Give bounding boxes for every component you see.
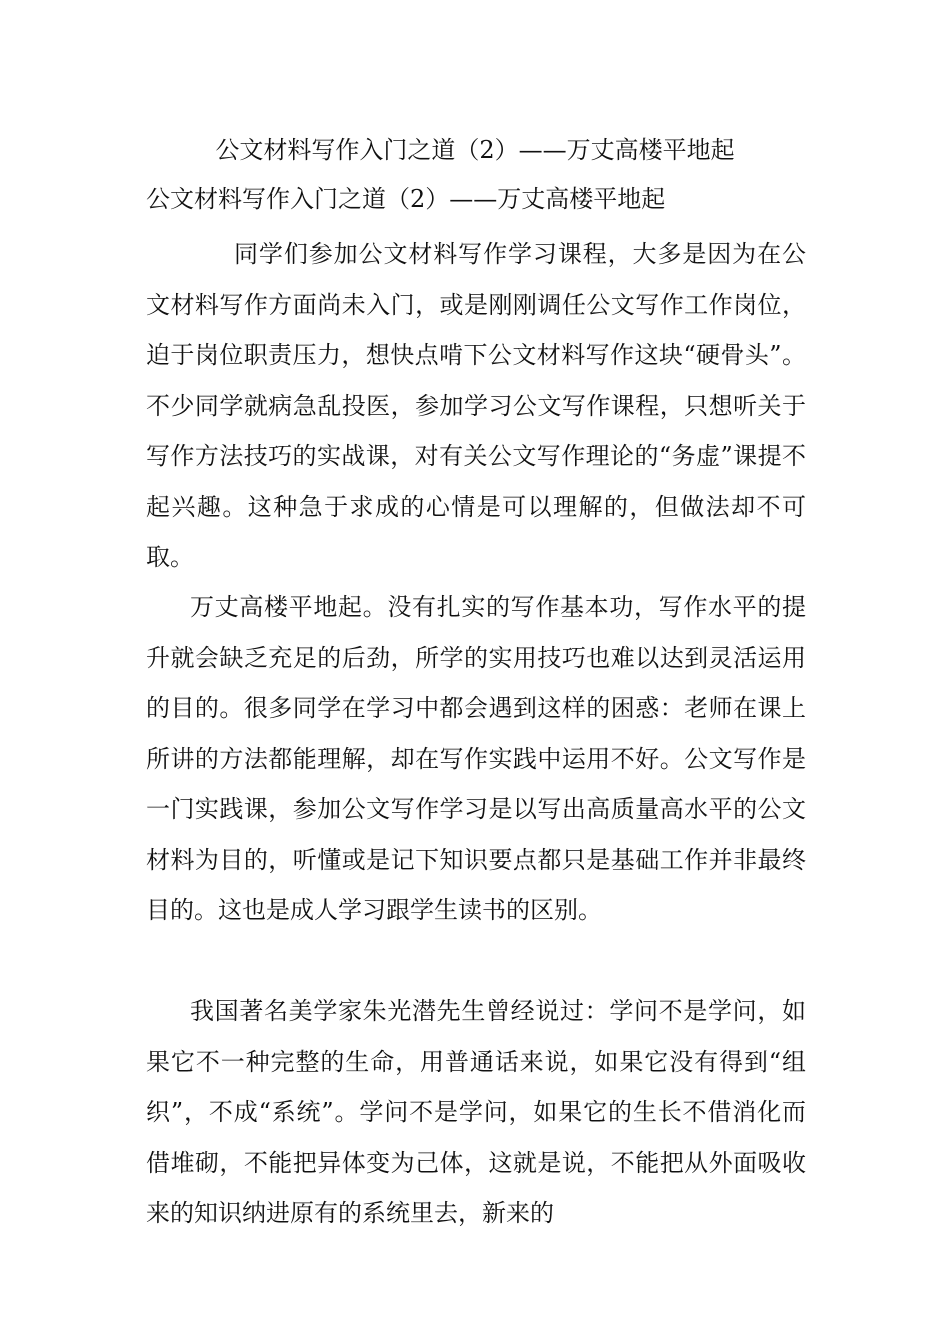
paragraph-2: 万丈高楼平地起。没有扎实的写作基本功，写作水平的提升就会缺乏充足的后劲，所学的实用技巧也难以达到灵活运用的目的。很多同学在学习中都会遇到这样的困惑：老师在课上所讲的方法都能理解，却在写作实践中运用不好。公文写作是一门实践课，参加公文写作学习是以写出高质量高水平的公文材料为目的，听懂或是记下知识要点都只是基础工作并非最终目的。这也是成人学习跟学生读书的区别。 [146,593,806,924]
paragraph-1: 同学们参加公文材料写作学习课程，大多是因为在公文材料写作方面尚未入门，或是刚刚调任公文写作工作岗位，迫于岗位职责压力，想快点啃下公文材料写作这块“硬骨头”。不少同学就病急乱投医，参加学习公文写作课程，只想听关于写作方法技巧的实战课，对有关公文写作理论的“务虚”课提不起兴趣。这种急于求成的心情是可以理解的，但做法却不可取。 [146,240,806,571]
document-subtitle: 公文材料写作入门之道（2）——万丈高楼平地起 [146,185,666,213]
paragraph-3: 我国著名美学家朱光潜先生曾经说过：学问不是学问，如果它不一种完整的生命，用普通话来说，如果它没有得到“组织”，不成“系统”。学问不是学问，如果它的生长不借消化而借堆砌，不能把异体变为己体，这就是说，不能把从外面吸收来的知识纳进原有的系统里去，新来的 [146,997,806,1227]
document-title: 公文材料写作入门之道（2）——万丈高楼平地起 [215,136,735,164]
